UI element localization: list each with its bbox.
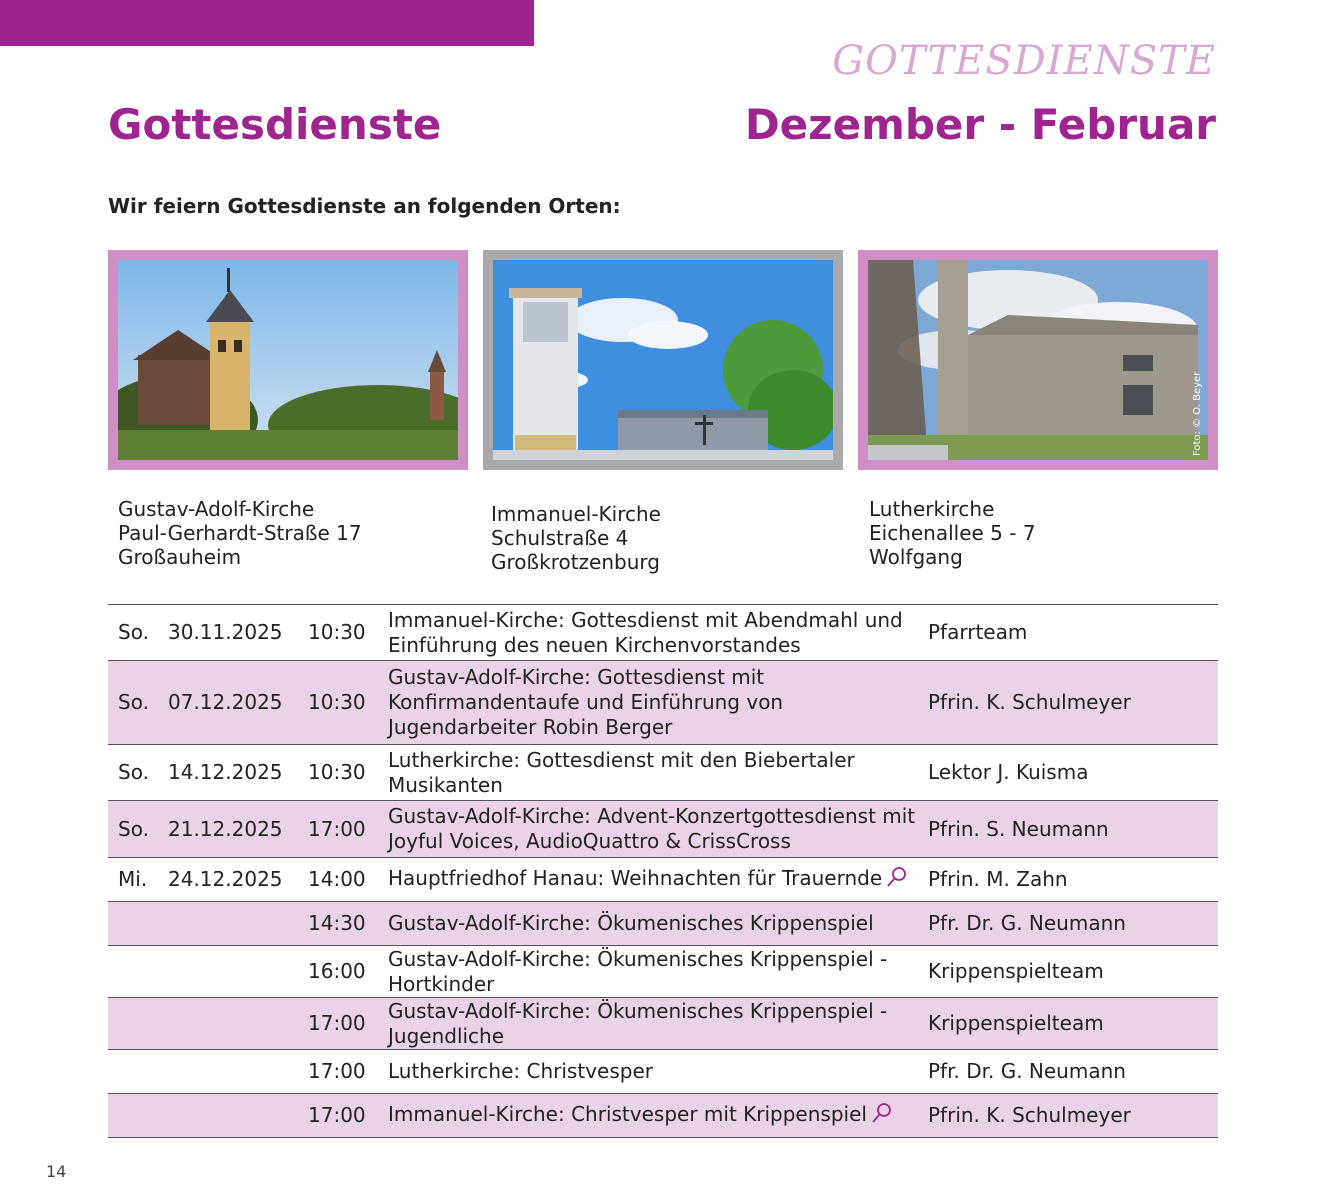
service-leader: Pfr. Dr. G. Neumann — [928, 902, 1218, 946]
service-time: 10:30 — [308, 605, 388, 661]
service-date — [168, 946, 308, 998]
table-row — [108, 998, 1218, 1050]
magnifier-icon — [871, 1102, 893, 1130]
service-day — [108, 998, 168, 1050]
service-day — [108, 1094, 168, 1138]
location-name: Gustav-Adolf-Kirche — [118, 497, 315, 521]
service-description-cell — [388, 1094, 928, 1138]
location-street: Paul-Gerhardt-Straße 17 — [118, 521, 362, 545]
services-table — [108, 604, 1218, 1138]
location-lutherkirche — [869, 497, 1036, 569]
location-gustav-adolf-kirche — [118, 497, 362, 569]
service-day — [108, 1050, 168, 1094]
table-row — [108, 605, 1218, 661]
service-time: 17:00 — [308, 998, 388, 1050]
service-time: 17:00 — [308, 1094, 388, 1138]
service-time: 17:00 — [308, 801, 388, 858]
service-description: Gustav-Adolf-Kirche: Ökumenisches Krippenspiel — [388, 902, 928, 946]
service-date: 07.12.2025 — [168, 661, 308, 745]
service-description: Immanuel-Kirche: Gottesdienst mit Abendmahl und Einführung des neuen Kirchenvorstandes — [388, 605, 928, 661]
service-leader: Krippenspielteam — [928, 946, 1218, 998]
service-leader: Pfarrteam — [928, 605, 1218, 661]
service-description: Hauptfriedhof Hanau: Weihnachten für Trauernde — [388, 865, 883, 890]
service-day: So. — [108, 745, 168, 801]
magnifier-icon — [886, 866, 908, 894]
service-description: Immanuel-Kirche: Christvesper mit Krippenspiel — [388, 1101, 867, 1126]
service-time: 17:00 — [308, 1050, 388, 1094]
service-description: Gustav-Adolf-Kirche: Gottesdienst mit Konfirmandentaufe und Einführung von Jugendarbeiter Robin Berger — [388, 661, 928, 745]
page-subtitle: Dezember - Februar — [744, 100, 1216, 149]
service-description-cell — [388, 858, 928, 902]
service-day — [108, 902, 168, 946]
service-time: 10:30 — [308, 745, 388, 801]
service-day: Mi. — [108, 858, 168, 902]
service-date — [168, 998, 308, 1050]
service-leader: Pfr. Dr. G. Neumann — [928, 1050, 1218, 1094]
service-leader: Lektor J. Kuisma — [928, 745, 1218, 801]
table-row — [108, 745, 1218, 801]
location-street: Schulstraße 4 — [491, 526, 629, 550]
service-leader: Pfrin. K. Schulmeyer — [928, 661, 1218, 745]
service-time: 10:30 — [308, 661, 388, 745]
service-time: 16:00 — [308, 946, 388, 998]
service-time: 14:30 — [308, 902, 388, 946]
service-leader: Pfrin. K. Schulmeyer — [928, 1094, 1218, 1138]
service-date — [168, 1050, 308, 1094]
location-name: Immanuel-Kirche — [491, 502, 661, 526]
location-town: Großauheim — [118, 545, 242, 569]
photo-gustav-adolf-kirche — [108, 250, 468, 470]
service-day: So. — [108, 661, 168, 745]
photo-credit: Foto: © O. Beyer — [1192, 371, 1203, 456]
service-time: 14:00 — [308, 858, 388, 902]
service-day: So. — [108, 605, 168, 661]
service-description: Lutherkirche: Gottesdienst mit den Biebertaler Musikanten — [388, 745, 928, 801]
service-date: 14.12.2025 — [168, 745, 308, 801]
location-town: Großkrotzenburg — [491, 550, 660, 574]
photo-immanuel-kirche — [483, 250, 843, 470]
service-description: Gustav-Adolf-Kirche: Ökumenisches Krippenspiel - Jugendliche — [388, 998, 928, 1050]
table-row — [108, 946, 1218, 998]
table-row — [108, 1050, 1218, 1094]
location-town: Wolfgang — [869, 545, 963, 569]
location-street: Eichenallee 5 - 7 — [869, 521, 1036, 545]
service-leader: Pfrin. M. Zahn — [928, 858, 1218, 902]
service-description: Lutherkirche: Christvesper — [388, 1050, 928, 1094]
location-immanuel-kirche — [491, 502, 661, 574]
service-date — [168, 902, 308, 946]
service-leader: Krippenspielteam — [928, 998, 1218, 1050]
service-date — [168, 1094, 308, 1138]
table-row — [108, 1094, 1218, 1138]
table-row — [108, 801, 1218, 858]
section-label: GOTTESDIENSTE — [832, 38, 1216, 84]
service-date: 21.12.2025 — [168, 801, 308, 858]
service-description: Gustav-Adolf-Kirche: Ökumenisches Krippenspiel - Hortkinder — [388, 946, 928, 998]
table-row — [108, 902, 1218, 946]
table-row — [108, 858, 1218, 902]
photo-lutherkirche — [858, 250, 1218, 470]
service-date: 24.12.2025 — [168, 858, 308, 902]
service-leader: Pfrin. S. Neumann — [928, 801, 1218, 858]
service-description: Gustav-Adolf-Kirche: Advent-Konzertgottesdienst mit Joyful Voices, AudioQuattro & CrissCross — [388, 801, 928, 858]
service-day — [108, 946, 168, 998]
intro-text: Wir feiern Gottesdienste an folgenden Orten: — [108, 194, 621, 218]
page-title: Gottesdienste — [108, 100, 442, 149]
table-row — [108, 661, 1218, 745]
service-date: 30.11.2025 — [168, 605, 308, 661]
top-accent-bar — [0, 0, 534, 46]
service-day: So. — [108, 801, 168, 858]
location-name: Lutherkirche — [869, 497, 995, 521]
page-number: 14 — [46, 1162, 67, 1181]
